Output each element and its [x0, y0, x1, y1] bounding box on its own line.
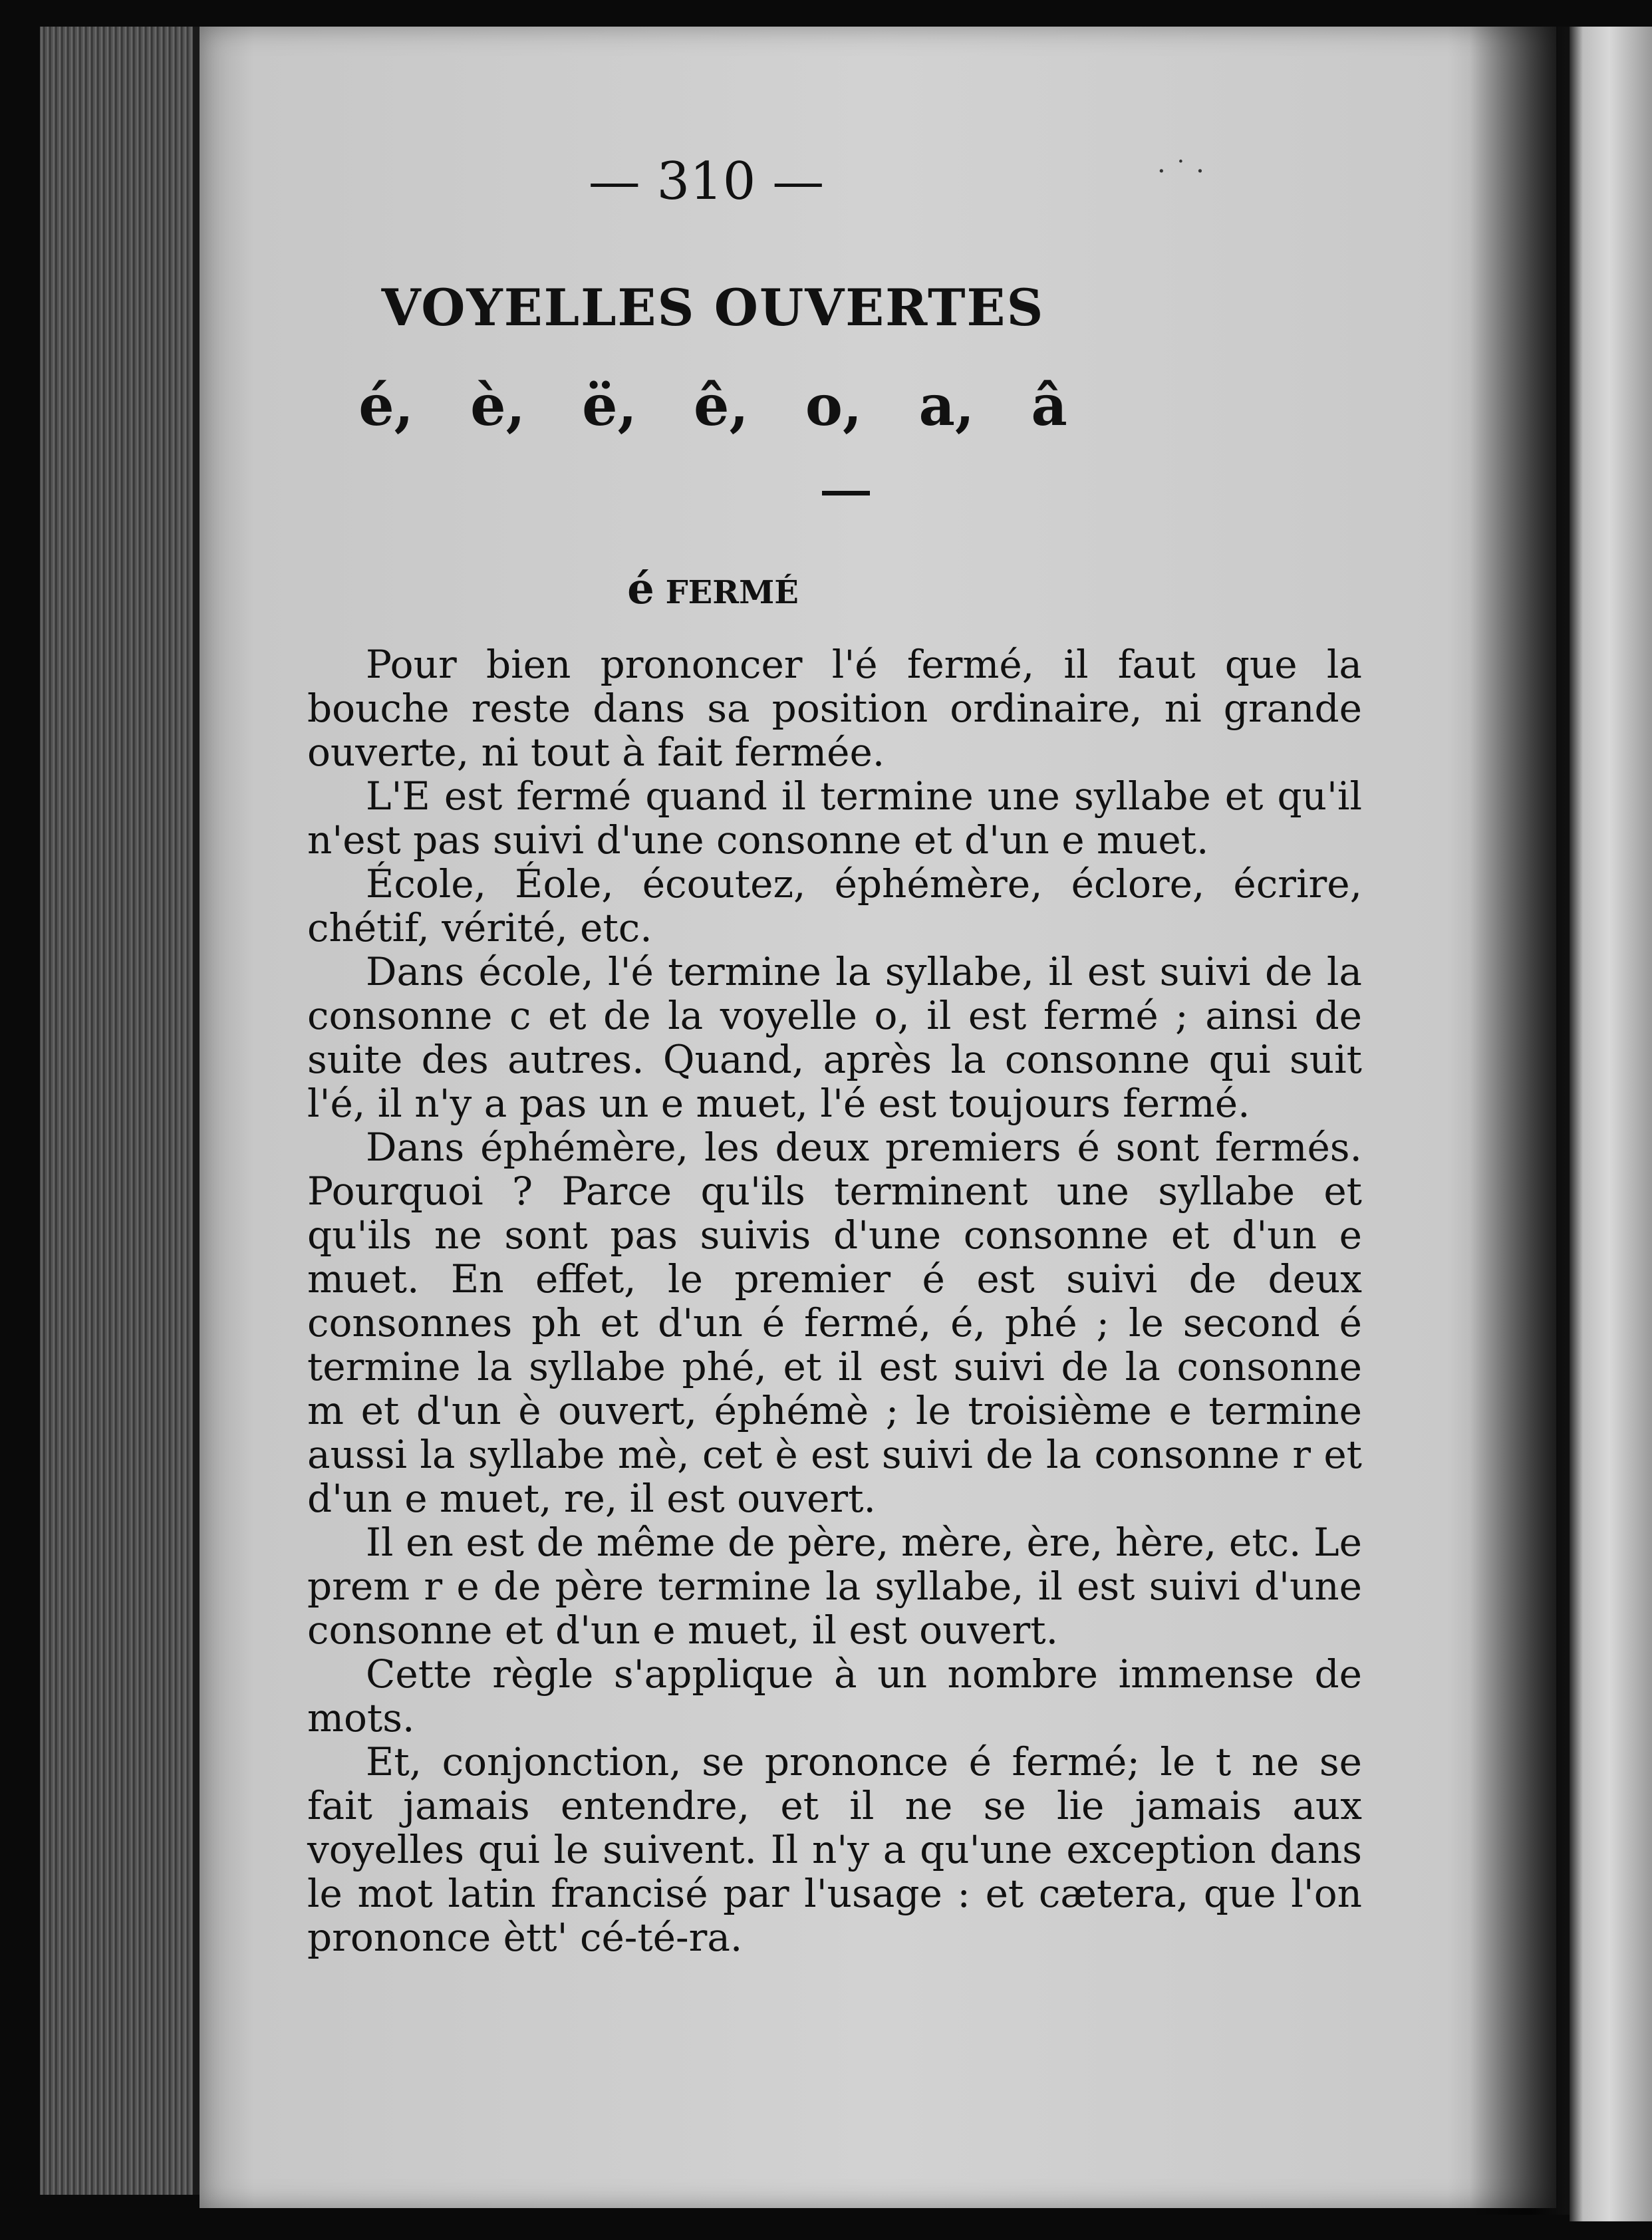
chapter-heading: VOYELLES OUVERTES: [381, 278, 1045, 337]
ink-specks-decoration: · ˙ ·: [1157, 156, 1204, 187]
page-number: — 310 —: [588, 152, 825, 211]
paragraph: L'E est fermé quand il termine une syllabe et qu'il n'est pas suivi d'une consonne et d'un e muet.: [307, 773, 1362, 863]
section-title-letter: é: [627, 564, 654, 614]
body-text: [307, 642, 1362, 1959]
vowel-list: é, è, ë, ê, o, a, â: [358, 372, 1067, 438]
adjacent-page: [1570, 27, 1652, 2221]
section-title-word: FERMÉ: [665, 574, 799, 611]
paragraph: Et, conjonction, se prononce é fermé; le t ne se fait jamais entendre, et il ne se lie jamais aux voyelles qui le suivent. Il n'y a qu'une exception dans le mot latin francisé par l'usage : et cætera, que l'on prononce ètt' cé-té-ra.: [307, 1739, 1362, 1960]
paragraph: Il en est de même de père, mère, ère, hère, etc. Le prem r e de père termine la syllabe, il est suivi d'une consonne et d'un e muet, il est ouvert.: [307, 1520, 1362, 1653]
gutter-shadow: [1470, 27, 1570, 2215]
paragraph: Pour bien prononcer l'é fermé, il faut que la bouche reste dans sa position ordinaire, ni grande ouverte, ni tout à fait fermée.: [307, 642, 1362, 775]
paragraph: Dans école, l'é termine la syllabe, il est suivi de la consonne c et de la voyelle o, il est fermé ; ainsi de suite des autres. Quand, après la consonne qui suit l'é, il n'y a pas un e muet, l'é est toujours fermé.: [307, 949, 1362, 1126]
paragraph: Dans éphémère, les deux premiers é sont fermés. Pourquoi ? Parce qu'ils terminent une syllabe et qu'ils ne sont pas suivis d'une consonne et d'un e muet. En effet, le premier é est suivi de deux consonnes ph et d'un é fermé, é, phé ; le second é termine la syllabe phé, et il est suivi de la consonne m et d'un è ouvert, éphémè ; le troisième e termine aussi la syllabe mè, cet è est suivi de la consonne r et d'un e muet, re, il est ouvert.: [307, 1125, 1362, 1521]
section-title: [0, 564, 1539, 614]
paragraph: Cette règle s'applique à un nombre immense de mots.: [307, 1651, 1362, 1741]
divider-rule: [822, 491, 870, 495]
paragraph: École, Éole, écoutez, éphémère, éclore, écrire, chétif, vérité, etc.: [307, 861, 1362, 950]
book-page-edges: [40, 27, 200, 2195]
